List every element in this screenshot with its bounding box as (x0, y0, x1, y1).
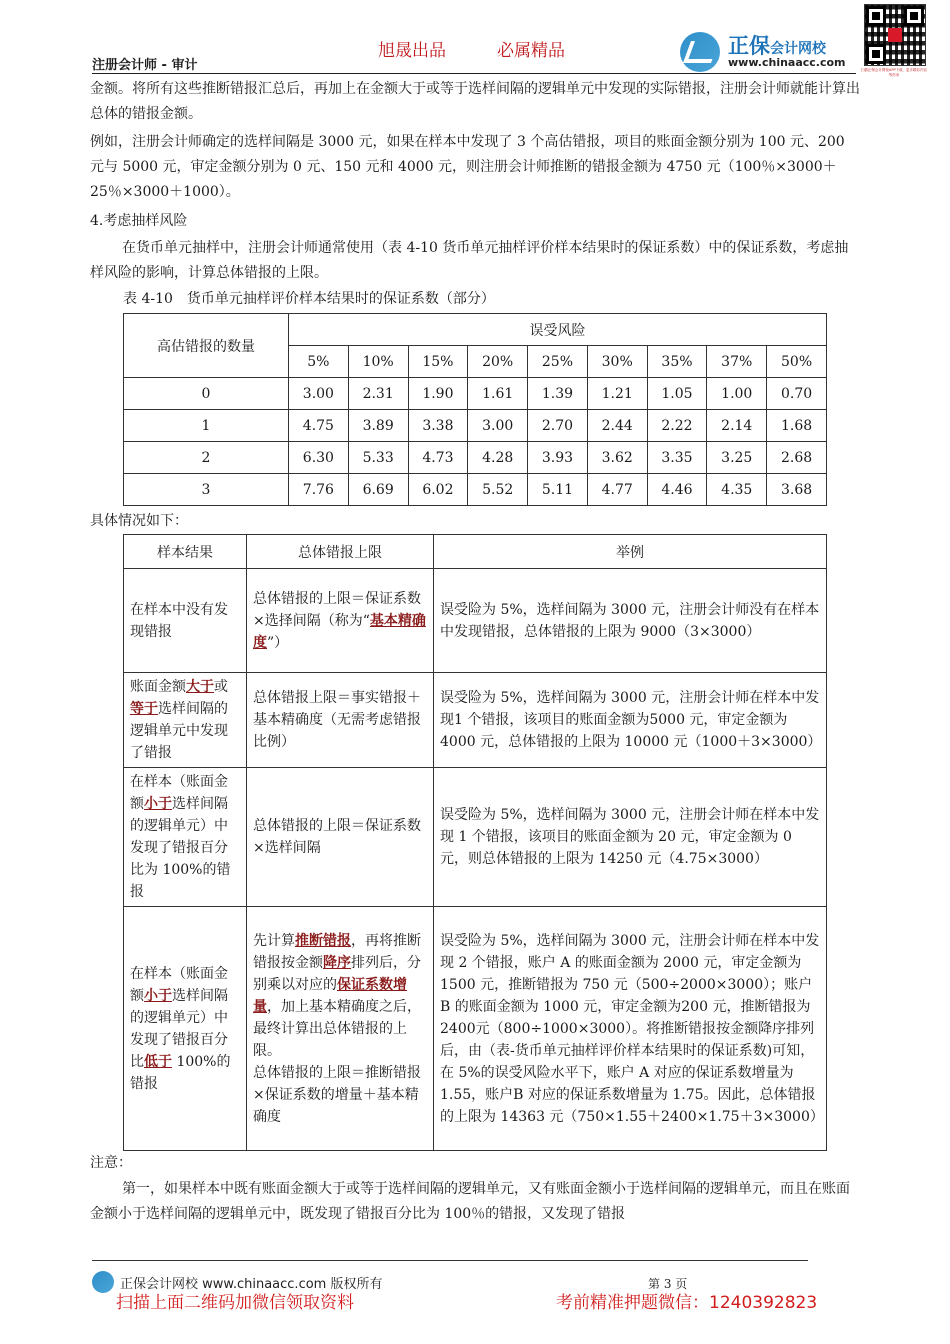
highlight-term: 低于 (144, 1053, 172, 1070)
value-cell: 1.68 (767, 410, 827, 442)
footer-divider (92, 1260, 808, 1261)
highlight-term: 小于 (144, 987, 172, 1004)
logo-name-small: 会计网校 (770, 41, 826, 57)
value-cell: 6.30 (289, 442, 349, 474)
row-header-cell: 高估错报的数量 (124, 314, 289, 378)
highlight-term: 推断错报 (295, 932, 351, 949)
highlight-term: 降序 (323, 954, 351, 971)
value-cell: 6.02 (408, 474, 468, 506)
value-cell: 3.00 (289, 378, 349, 410)
result-text: 在样本（账面金额 (130, 965, 228, 1004)
limit-text: ”） (267, 634, 289, 651)
slogan-right: 必属精品 (497, 41, 565, 61)
value-cell: 4.73 (408, 442, 468, 474)
qr-code-icon (864, 4, 926, 66)
column-header: 15% (408, 346, 468, 378)
highlight-term: 等于 (130, 701, 158, 717)
limit-text: 总体错报的上限＝保证系数×选择间隔（称为“ (253, 590, 421, 629)
qr-code-block (860, 2, 928, 100)
highlight-term: 保证系数增量 (253, 976, 407, 1015)
table-caption: 表 4-10 货币单元抽样评价样本结果时的保证系数（部分） (123, 291, 495, 307)
value-cell: 4.46 (647, 474, 707, 506)
header-upper-limit: 总体错报上限 (247, 535, 434, 569)
value-cell: 3.68 (767, 474, 827, 506)
limit-text: ，加上基本精确度之后，最终计算出总体错报的上限。 (253, 998, 421, 1059)
column-header: 50% (767, 346, 827, 378)
note-paragraph-1: 第一，如果样本中既有账面金额大于或等于选样间隔的逻辑单元，又有账面金额小于选样间隔的逻辑单元，而且在账面金额小于选样间隔的逻辑单元中，既发现了错报百分比为 100％的错报，又发现了错报 (90, 1181, 850, 1222)
value-cell: 4.28 (468, 442, 528, 474)
table-row (124, 569, 827, 673)
count-cell: 3 (124, 474, 289, 506)
result-cell (124, 768, 247, 907)
value-cell: 5.11 (528, 474, 588, 506)
result-text: 选样间隔的逻辑单元）中发现了错报百分比 (130, 987, 228, 1070)
highlight-term: 大于 (186, 679, 214, 695)
count-cell: 2 (124, 442, 289, 474)
value-cell: 1.39 (528, 378, 588, 410)
table-row (124, 378, 827, 410)
header-example: 举例 (434, 535, 827, 569)
limit-cell (247, 569, 434, 673)
logo-url: www.chinaacc.com (728, 56, 846, 69)
paragraph-1: 金额。将所有这些推断错报汇总后，再加上在金额大于或等于选样间隔的逻辑单元中发现的实际错报，注册会计师就能计算出总体的错报金额。 (90, 81, 860, 122)
detail-intro: 具体情况如下： (90, 513, 188, 529)
limit-text: 排列后，分别乘以对应的 (253, 954, 421, 993)
promo-right: 考前精准押题微信：1240392823 (556, 1293, 818, 1313)
value-cell: 2.22 (647, 410, 707, 442)
result-cell: 在样本中没有发现错报 (124, 569, 247, 673)
value-cell: 5.33 (348, 442, 408, 474)
result-text: 100%的错报 (130, 1053, 231, 1092)
course-title: 注册会计师 - 审计 (92, 58, 198, 73)
highlight-term: 小于 (144, 796, 172, 812)
value-cell: 4.35 (707, 474, 767, 506)
count-cell: 1 (124, 410, 289, 442)
value-cell: 3.38 (408, 410, 468, 442)
column-header: 30% (587, 346, 647, 378)
value-cell: 1.90 (408, 378, 468, 410)
slogan-left: 旭晟出品 (378, 41, 446, 61)
result-text: 账面金额 (130, 679, 186, 695)
value-cell: 3.62 (587, 442, 647, 474)
footer-logo-icon (92, 1271, 114, 1293)
result-text: 或 (214, 679, 228, 695)
count-cell: 0 (124, 378, 289, 410)
result-text: 选样间隔的逻辑单元）中发现了错报百分比为 100%的错报 (130, 796, 231, 900)
table-row (124, 673, 827, 768)
limit-cell: 总体错报的上限＝保证系数×选样间隔 (247, 768, 434, 907)
logo-name-big: 正保 (728, 34, 770, 58)
header-sample-result: 样本结果 (124, 535, 247, 569)
example-cell: 误受险为 5%，选样间隔为 3000 元，注册会计师在样本中发现 2 个错报，账户 A 的账面金额为 2000 元，审定金额为 1500 元，推断错报为 750 元（500÷2000×3000）；账户 B 的账面金额为 1000 元，审定金额为200 元，推断错报为2400元（800÷1000×3000）。将推断错报按金额降序排列后，由（表-货币单元抽样评价样本结果时的保证系数)可知，在 5%的误受风险水平下，账户 A 对应的保证系数增量为 1.55，账户B 对应的保证系数增量为 1.75。因此，总体错报的上限为 14363 元（750×1.55＋2400×1.75＋3×3000） (434, 907, 827, 1151)
qr-caption: 扫描正保会计网校APP下载，更多精彩内容等你来 (860, 68, 928, 77)
value-cell: 1.00 (707, 378, 767, 410)
section-heading-4: 4.考虑抽样风险 (90, 213, 188, 229)
value-cell: 1.21 (587, 378, 647, 410)
value-cell: 3.89 (348, 410, 408, 442)
note-title: 注意： (90, 1155, 132, 1171)
chinaacc-logo (680, 28, 858, 72)
table-row (124, 442, 827, 474)
value-cell: 6.69 (348, 474, 408, 506)
result-cell (124, 907, 247, 1151)
table-row (124, 907, 827, 1151)
value-cell: 5.52 (468, 474, 528, 506)
value-cell: 1.05 (647, 378, 707, 410)
value-cell: 3.25 (707, 442, 767, 474)
value-cell: 2.44 (587, 410, 647, 442)
result-cell (124, 673, 247, 768)
example-cell: 误受险为 5%，选样间隔为 3000 元，注册会计师没有在样本中发现错报，总体错报的上限为 9000（3×3000） (434, 569, 827, 673)
value-cell: 4.75 (289, 410, 349, 442)
page-number: 第 3 页 (648, 1277, 688, 1291)
value-cell: 1.61 (468, 378, 528, 410)
example-cell: 误受险为 5%，选样间隔为 3000 元，注册会计师在样本中发现1 个错报，该项目的账面金额为5000 元，审定金额为 4000 元，总体错报的上限为 10000 元（1000＋3×3000） (434, 673, 827, 768)
table-row (124, 768, 827, 907)
value-cell: 2.31 (348, 378, 408, 410)
value-cell: 4.77 (587, 474, 647, 506)
limit-cell (247, 907, 434, 1151)
assurance-factor-table (123, 313, 827, 506)
value-cell: 7.76 (289, 474, 349, 506)
value-cell: 2.14 (707, 410, 767, 442)
column-header: 5% (289, 346, 349, 378)
header-row (124, 535, 827, 569)
value-cell: 2.68 (767, 442, 827, 474)
limit-cell: 总体错报上限＝事实错报＋基本精确度（无需考虑错报比例） (247, 673, 434, 768)
header-divider (92, 73, 856, 74)
column-header: 20% (468, 346, 528, 378)
value-cell: 3.93 (528, 442, 588, 474)
value-cell: 3.00 (468, 410, 528, 442)
limit-text: 先计算 (253, 932, 295, 949)
highlight-term: 基本精确度 (253, 612, 426, 651)
column-header: 35% (647, 346, 707, 378)
value-cell: 2.70 (528, 410, 588, 442)
group-header-cell: 误受风险 (289, 314, 827, 346)
table-row (124, 410, 827, 442)
table-row (124, 474, 827, 506)
limit-text: ，再将推断错报按金额 (253, 932, 421, 971)
column-header: 10% (348, 346, 408, 378)
column-header: 25% (528, 346, 588, 378)
result-text: 在样本（账面金额 (130, 774, 228, 812)
column-header: 37% (707, 346, 767, 378)
footer-copyright: 正保会计网校 www.chinaacc.com 版权所有 (120, 1277, 383, 1292)
upper-limit-table (123, 534, 827, 1151)
logo-mark-icon (680, 32, 720, 72)
paragraph-2: 例如，注册会计师确定的选样间隔是 3000 元，如果在样本中发现了 3 个高估错报，项目的账面金额分别为 100 元、200 元与 5000 元，审定金额分别为 0 元、150 元和 4000 元，则注册会计师推断的错报金额为 4750 元（100％×3000＋25％×3000＋1000）。 (90, 134, 845, 200)
limit-formula: 总体错报的上限＝推断错报×保证系数的增量＋基本精确度 (253, 1064, 421, 1125)
paragraph-3: 在货币单元抽样中，注册会计师通常使用（表 4-10 货币单元抽样评价样本结果时的保证系数）中的保证系数，考虑抽样风险的影响，计算总体错报的上限。 (90, 240, 849, 281)
value-cell: 3.35 (647, 442, 707, 474)
example-cell: 误受险为 5%，选样间隔为 3000 元，注册会计师在样本中发现 1 个错报，该项目的账面金额为 20 元，审定金额为 0 元，则总体错报的上限为 14250 元（4.75×3000） (434, 768, 827, 907)
result-text: 选样间隔的逻辑单元中发现了错报 (130, 701, 228, 761)
value-cell: 0.70 (767, 378, 827, 410)
promo-left: 扫描上面二维码加微信领取资料 (116, 1293, 354, 1313)
